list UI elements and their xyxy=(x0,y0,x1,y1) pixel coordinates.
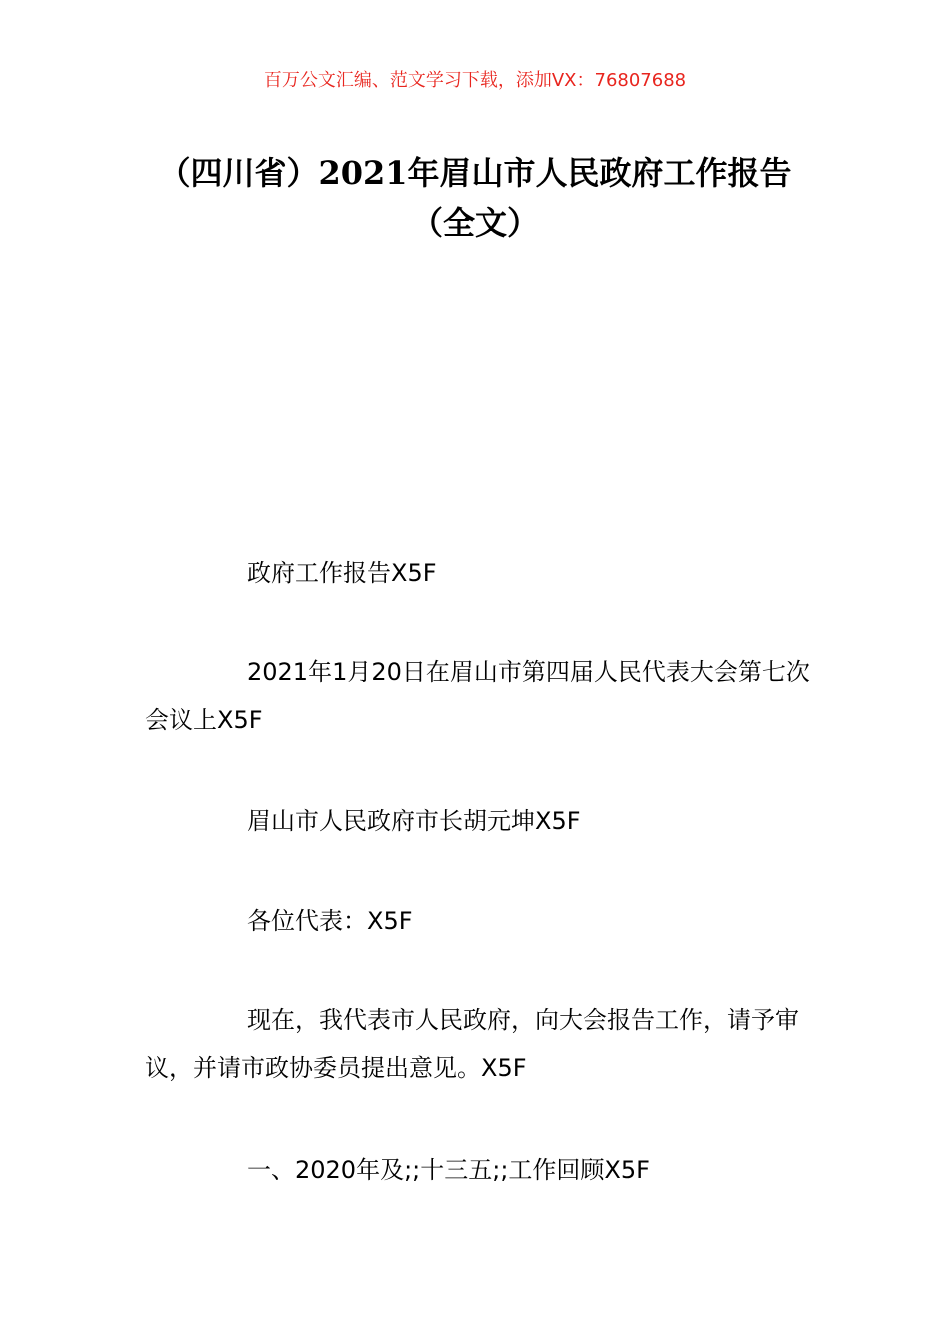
paragraph-report-label: 政府工作报告X5F xyxy=(247,559,437,587)
watermark-header: 百万公文汇编、范文学习下载，添加VX：76807688 xyxy=(263,70,687,91)
paragraph-speaker: 眉山市人民政府市长胡元坤X5F xyxy=(247,807,581,835)
paragraph-salutation: 各位代表：X5F xyxy=(247,907,413,935)
paragraph-opening: 现在，我代表市人民政府，向大会报告工作，请予审议，并请市政协委员提出意见。X5F xyxy=(145,1006,799,1082)
section-heading-review: 一、2020年及;;十三五;;工作回顾X5F xyxy=(247,1156,650,1184)
paragraph-meeting-date: 2021年1月20日在眉山市第四届人民代表大会第七次会议上X5F xyxy=(145,658,810,734)
document-title: （四川省）2021年眉山市人民政府工作报告（全文） xyxy=(158,154,792,242)
